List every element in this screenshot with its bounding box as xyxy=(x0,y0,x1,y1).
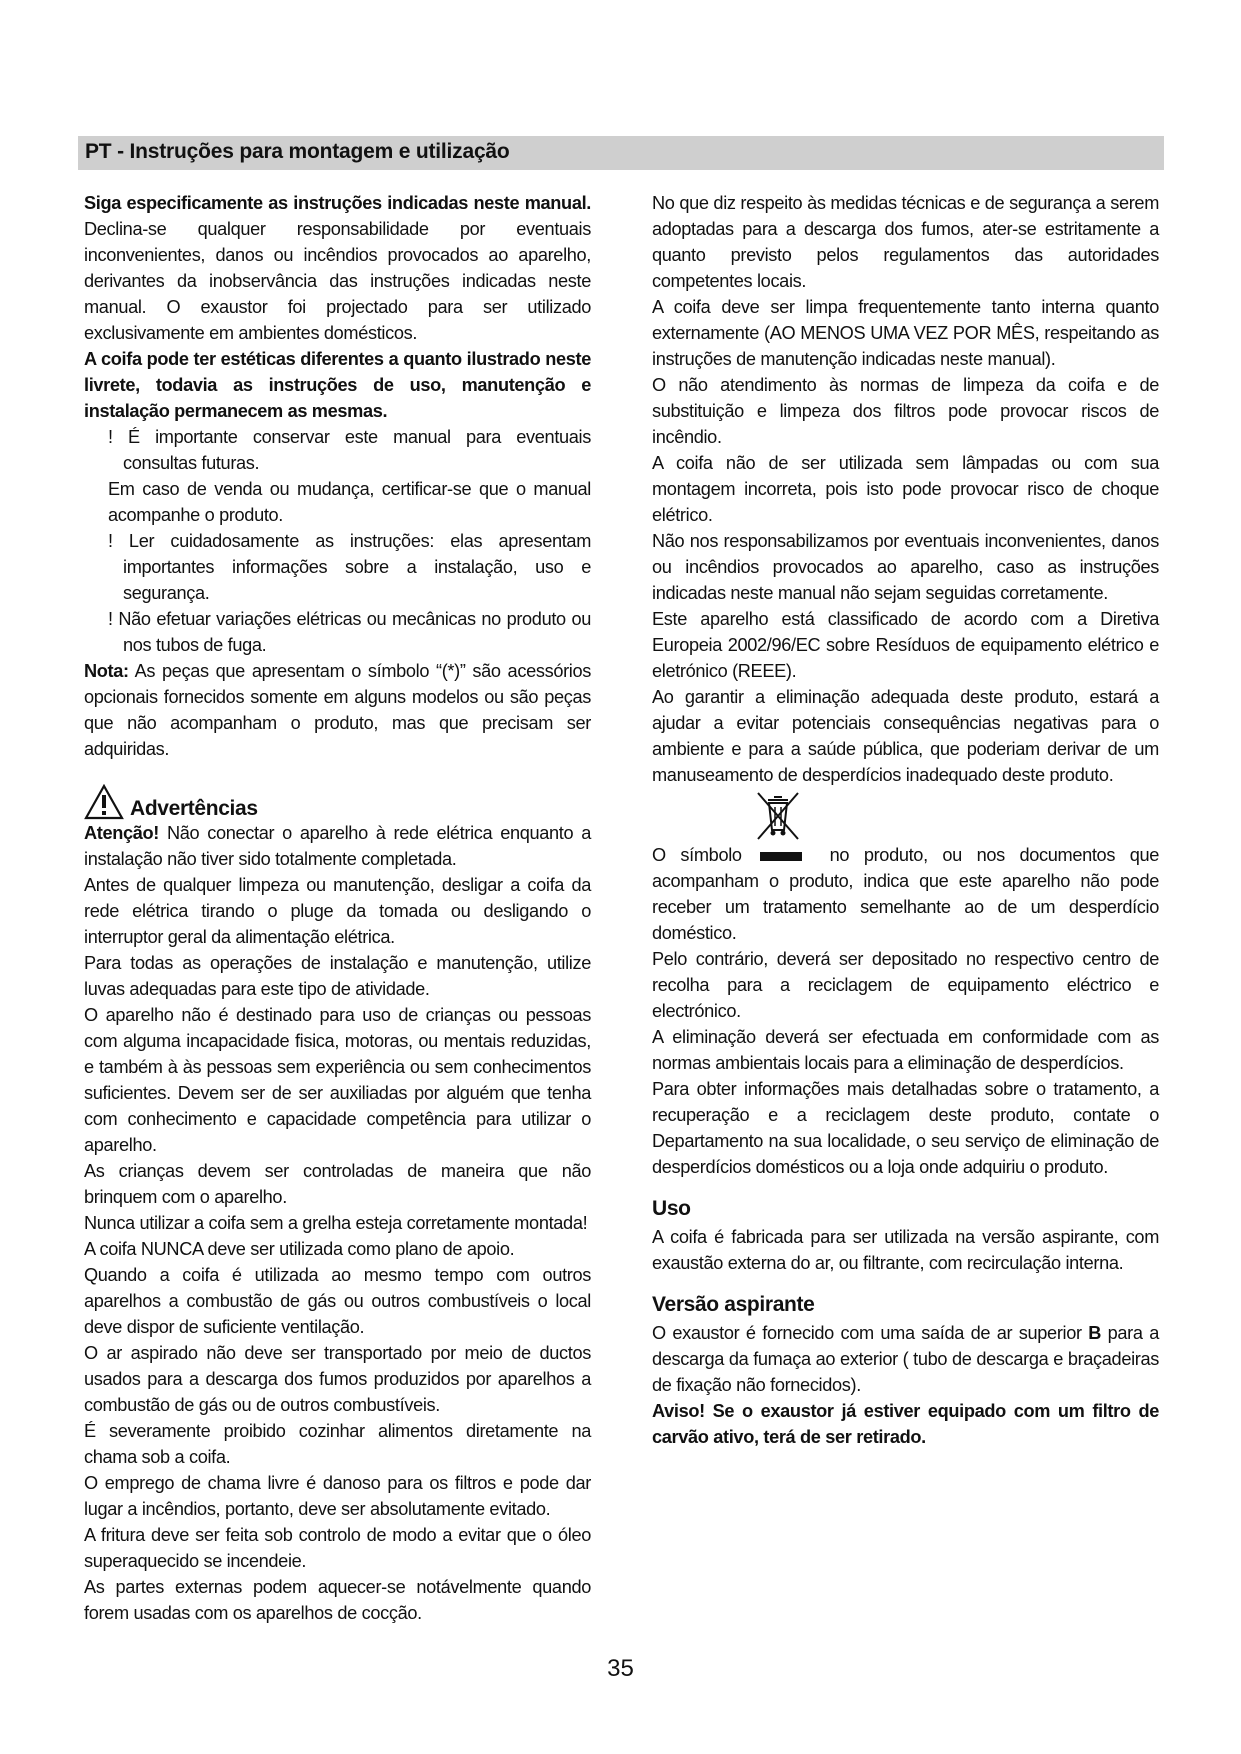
page-title: PT - Instruções para montagem e utilização xyxy=(85,140,510,163)
part-b-label: B xyxy=(1088,1323,1102,1343)
aspirante-heading: Versão aspirante xyxy=(652,1293,815,1316)
warnings-heading: Advertências xyxy=(130,797,258,820)
section-header-bar xyxy=(78,136,1164,170)
warning-paragraph: Nunca utilizar a coifa sem a grelha esteja corretamente montada! xyxy=(84,1213,588,1233)
warning-paragraph: O aparelho não é destinado para uso de crianças ou pessoas com alguma incapacidade fisica, motoras, ou mentais reduzidas, e também à às pessoas sem experiência ou sem conhecimentos suficientes. Devem ser de ser auxiliadas por alguém que tenha com conhecimento e capacidade competência para utilizar o aparelho. xyxy=(84,1005,591,1155)
page-number: 35 xyxy=(607,1655,634,1682)
intro-paragraph xyxy=(84,190,591,346)
warning-paragraph: As partes externas podem aquecer-se notávelmente quando forem usadas com os aparelhos de cocção. xyxy=(84,1577,591,1623)
warning-paragraph: É severamente proibido cozinhar alimentos diretamente na chama sob a coifa. xyxy=(84,1421,591,1467)
warning-paragraph: A fritura deve ser feita sob controlo de modo a evitar que o óleo superaquecido se incendeie. xyxy=(84,1525,591,1571)
safety-paragraph: A coifa não de ser utilizada sem lâmpadas ou com sua montagem incorreta, pois isto pode provocar risco de choque elétrico. xyxy=(652,453,1159,525)
crossed-bin-icon xyxy=(752,790,804,842)
attention-text: Não conectar o aparelho à rede elétrica enquanto a instalação não tiver sido totalmente completada. xyxy=(84,823,591,869)
attention-paragraph xyxy=(84,820,591,872)
warning-paragraph: A coifa NUNCA deve ser utilizada como plano de apoio. xyxy=(84,1239,515,1259)
warning-paragraph: Para todas as operações de instalação e manutenção, utilize luvas adequadas para este tipo de atividade. xyxy=(84,953,591,999)
warning-paragraph: As crianças devem ser controladas de maneira que não brinquem com o aparelho. xyxy=(84,1161,591,1207)
left-column xyxy=(84,190,591,1626)
nota-paragraph xyxy=(84,658,591,762)
warnings-heading-row xyxy=(84,784,591,820)
symbol-text-after: no produto, ou nos documentos que acompanham o produto, indica que este aparelho não pode receber um tratamento semelhante ao de um desperdício doméstico. xyxy=(652,845,1159,943)
warning-paragraph: O emprego de chama livre é danoso para os filtros e pode dar lugar a incêndios, portanto, deve ser absolutamente evitado. xyxy=(84,1473,591,1519)
safety-paragraph: Não nos responsabilizamos por eventuais inconvenientes, danos ou incêndios provocados ao aparelho, caso as instruções indicadas neste manual não sejam seguidas corretamente. xyxy=(652,531,1159,603)
symbol-paragraph xyxy=(652,842,1159,946)
aspirante-paragraph xyxy=(652,1320,1159,1398)
attention-label: Atenção! xyxy=(84,823,160,843)
weee-paragraph: Ao garantir a eliminação adequada deste produto, estará a ajudar a evitar potenciais consequências negativas para o ambiente e para a saúde pública, que poderiam derivar de um manuseamento de desperdícios inadequado deste produto. xyxy=(652,687,1159,785)
safety-paragraph: O não atendimento às normas de limpeza da coifa e de substituição e limpeza dos filtros pode provocar riscos de incêndio. xyxy=(652,375,1159,447)
aspirante-text: para a descarga da fumaça ao exterior ( tubo de descarga e braçadeiras de fixação não fornecidos). xyxy=(652,1323,1159,1395)
note-item: ! É importante conservar este manual para eventuais consultas futuras. xyxy=(108,427,591,473)
disposal-paragraph: A eliminação deverá ser efectuada em conformidade com as normas ambientais locais para a eliminação de desperdícios. xyxy=(652,1027,1159,1073)
disposal-paragraph: Para obter informações mais detalhadas sobre o tratamento, a recuperação e a reciclagem deste produto, contate o Departamento na sua localidade, o seu serviço de eliminação de desperdícios domésticos ou a loja onde adquiriu o produto. xyxy=(652,1079,1159,1177)
safety-paragraph: No que diz respeito às medidas técnicas e de segurança a serem adoptadas para a descarga dos fumos, ater-se estritamente a quanto previsto pelos regulamentos das autoridades competentes locais. xyxy=(652,193,1159,291)
nota-label: Nota: xyxy=(84,661,129,681)
aesthetic-note: A coifa pode ter estéticas diferentes a quanto ilustrado neste livrete, todavia as instruções de uso, manutenção e instalação permanecem as mesmas. xyxy=(84,349,591,421)
note-item: ! Ler cuidadosamente as instruções: elas apresentam importantes informações sobre a instalação, uso e segurança. xyxy=(108,531,591,603)
warning-paragraph: Antes de qualquer limpeza ou manutenção, desligar a coifa da rede elétrica tirando o pluge da tomada ou desligando o interruptor geral da alimentação elétrica. xyxy=(84,875,591,947)
uso-paragraph: A coifa é fabricada para ser utilizada na versão aspirante, com exaustão externa do ar, ou filtrante, com recirculação interna. xyxy=(652,1227,1159,1273)
warning-paragraph: Quando a coifa é utilizada ao mesmo tempo com outros aparelhos a combustão de gás ou outros combustíveis o local deve dispor de suficiente ventilação. xyxy=(84,1265,591,1337)
intro-text: Declina-se qualquer responsabilidade por eventuais inconvenientes, danos ou incêndios provocados ao aparelho, derivantes da inobservância das instruções indicadas neste manual. O exaustor foi projectado para ser utilizado exclusivamente em ambientes domésticos. xyxy=(84,219,591,343)
aspirante-text: O exaustor é fornecido com uma saída de ar superior xyxy=(652,1323,1089,1343)
right-column xyxy=(652,190,1159,1450)
uso-heading: Uso xyxy=(652,1197,691,1220)
warning-triangle-icon xyxy=(84,784,124,820)
intro-bold: Siga especificamente as instruções indicadas neste manual. xyxy=(84,193,591,213)
weee-symbol-row xyxy=(652,790,1159,842)
warning-paragraph: O ar aspirado não deve ser transportado por meio de ductos usados para a descarga dos fumos produzidos por aparelhos a combustão de gás ou de outros combustíveis. xyxy=(84,1343,591,1415)
note-item: Em caso de venda ou mudança, certificar-se que o manual acompanhe o produto. xyxy=(108,479,591,525)
weee-bar-icon xyxy=(760,852,802,861)
disposal-paragraph: Pelo contrário, deverá ser depositado no respectivo centro de recolha para a reciclagem de equipamento eléctrico e electrónico. xyxy=(652,949,1159,1021)
nota-text: As peças que apresentam o símbolo “(*)” são acessórios opcionais fornecidos somente em alguns modelos ou são peças que não acompanham o produto, mas que precisam ser adquiridas. xyxy=(84,661,591,759)
weee-paragraph: Este aparelho está classificado de acordo com a Diretiva Europeia 2002/96/EC sobre Resíduos de equipamento elétrico e eletrónico (REEE). xyxy=(652,609,1159,681)
safety-paragraph: A coifa deve ser limpa frequentemente tanto interna quanto externamente (AO MENOS UMA VEZ POR MÊS, respeitando as instruções de manutenção indicadas neste manual). xyxy=(652,297,1159,369)
note-item: ! Não efetuar variações elétricas ou mecânicas no produto ou nos tubos de fuga. xyxy=(108,609,591,655)
symbol-text-before: O símbolo xyxy=(652,845,742,865)
aviso-paragraph: Aviso! Se o exaustor já estiver equipado com um filtro de carvão ativo, terá de ser retirado. xyxy=(652,1401,1159,1447)
